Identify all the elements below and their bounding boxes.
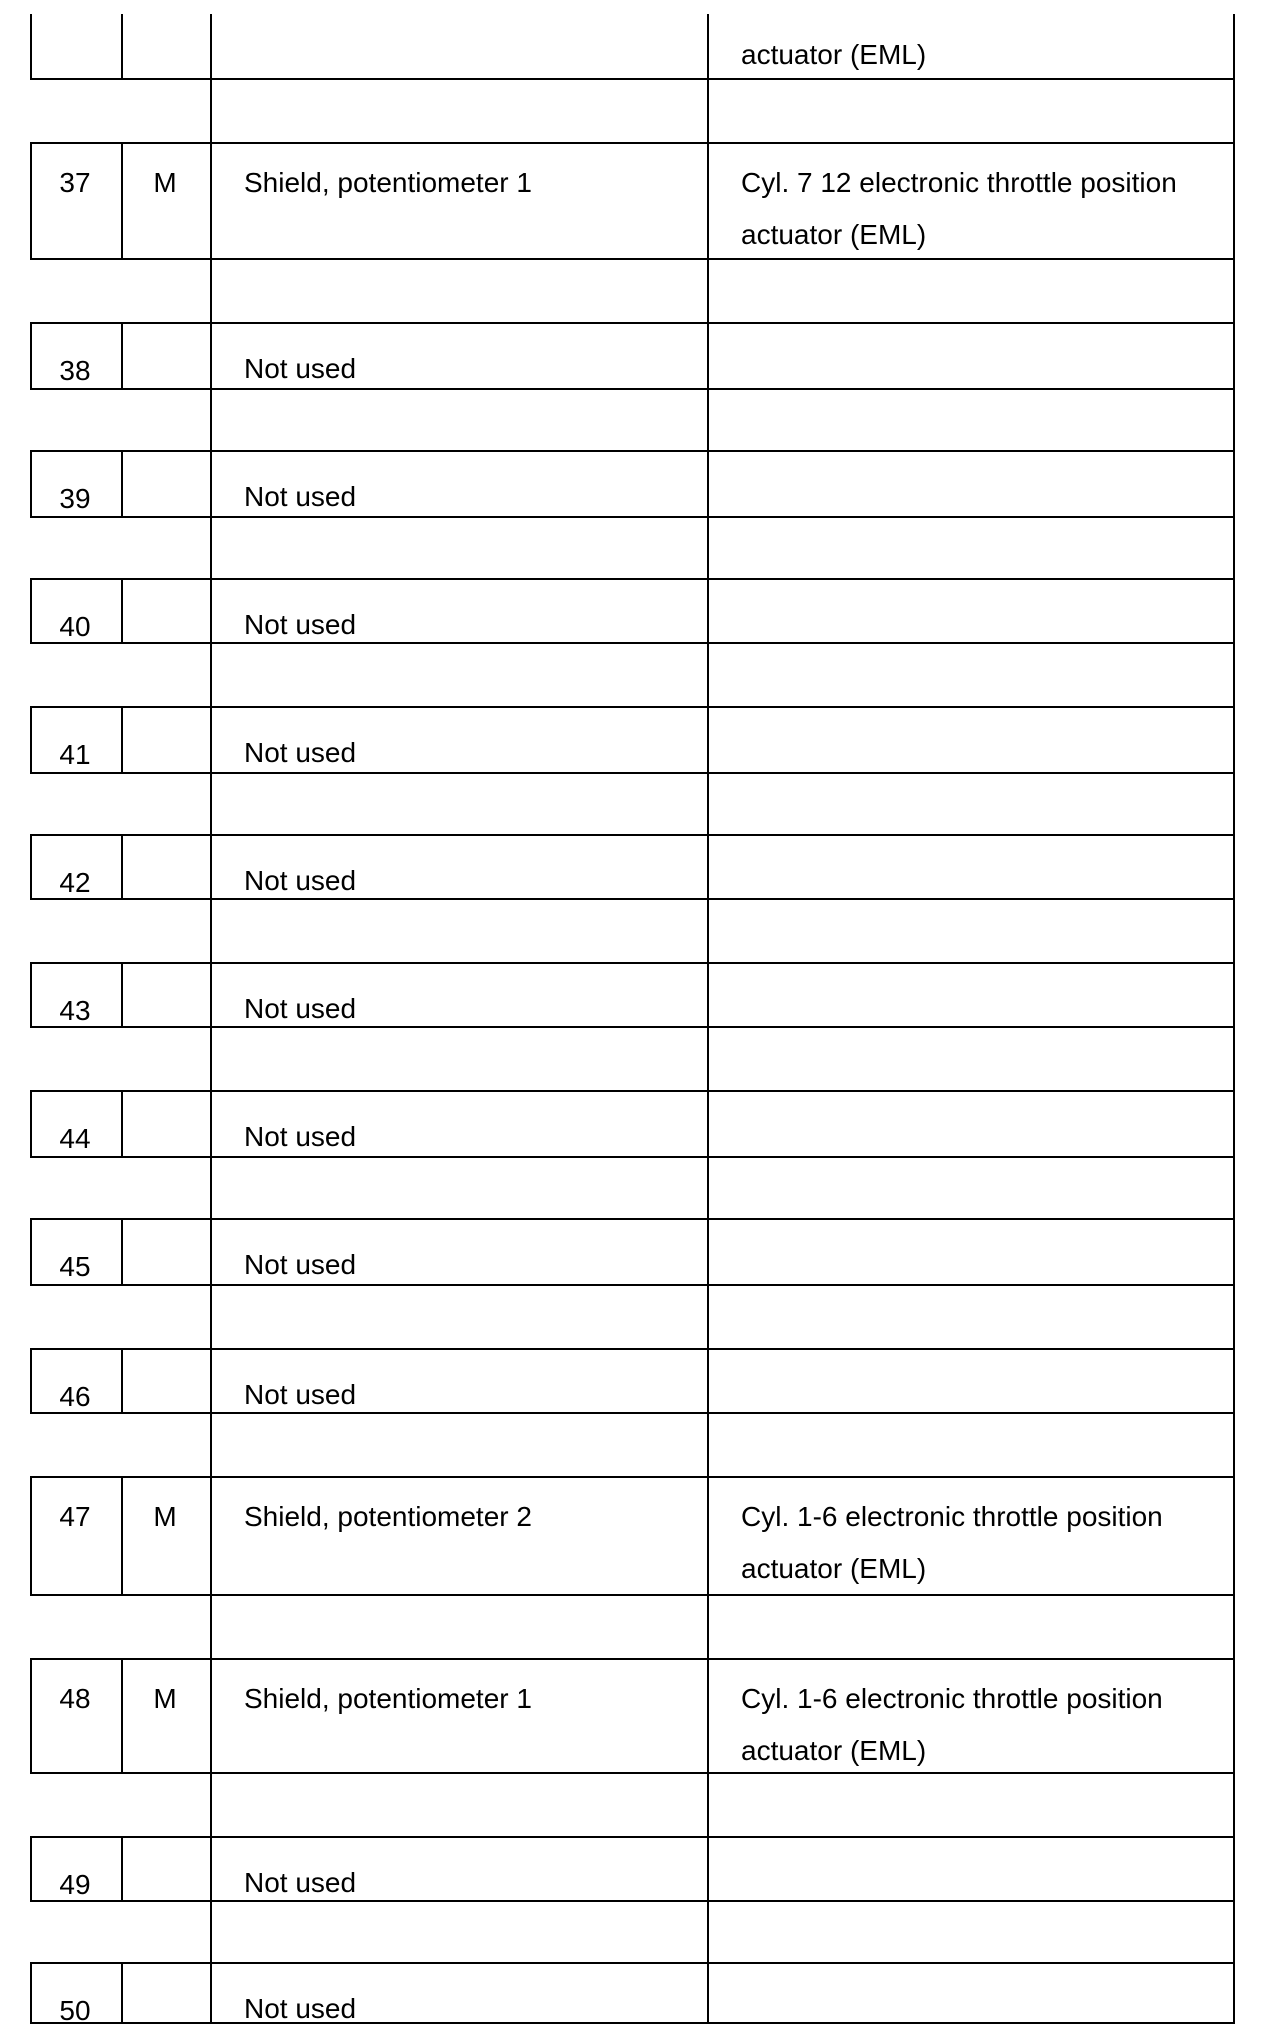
- pin-description: Not used: [244, 481, 357, 512]
- row-top-border: [30, 1348, 1235, 1350]
- pin-number: 38: [59, 355, 91, 386]
- pin-number: 42: [59, 867, 91, 898]
- row-top-border: [30, 1962, 1235, 1964]
- row-top-border: [30, 706, 1235, 708]
- row-bottom-border: [30, 78, 1235, 80]
- pin-number: 40: [59, 611, 91, 642]
- pin-notes-line: Cyl. 7 12 electronic throttle position: [741, 167, 1177, 198]
- pin-number: 41: [59, 739, 91, 770]
- pin-number: 50: [59, 1995, 91, 2026]
- pin-number: 48: [59, 1683, 91, 1714]
- row-bottom-border: [30, 516, 1235, 518]
- row-left-border: [30, 14, 32, 78]
- pin-type-divider: [121, 1348, 123, 1412]
- pin-description: Not used: [244, 1379, 357, 1410]
- signal-type: M: [153, 1683, 177, 1714]
- row-top-border: [30, 962, 1235, 964]
- pin-type-divider: [121, 1476, 123, 1594]
- row-bottom-border: [30, 772, 1235, 774]
- row-bottom-border: [30, 388, 1235, 390]
- pin-notes-line: Cyl. 1-6 electronic throttle position: [741, 1501, 1163, 1532]
- pin-number: 49: [59, 1869, 91, 1900]
- row-bottom-border: [30, 1284, 1235, 1286]
- pin-number: 46: [59, 1381, 91, 1412]
- notes-column-divider: [707, 14, 709, 2022]
- row-top-border: [30, 450, 1235, 452]
- row-top-border: [30, 1836, 1235, 1838]
- row-top-border: [30, 142, 1235, 144]
- pin-description: Not used: [244, 993, 357, 1024]
- pin-notes-line: actuator (EML): [741, 39, 927, 70]
- pin-number: 43: [59, 995, 91, 1026]
- pin-number: 44: [59, 1123, 91, 1154]
- row-bottom-border: [30, 1026, 1235, 1028]
- description-column-divider: [210, 14, 212, 2022]
- pin-description: Not used: [244, 865, 357, 896]
- pin-description: Not used: [244, 1249, 357, 1280]
- pin-number: 39: [59, 483, 91, 514]
- pin-type-divider: [121, 962, 123, 1026]
- row-bottom-border: [30, 1772, 1235, 1774]
- pin-description: Not used: [244, 1993, 357, 2024]
- pin-number: 45: [59, 1251, 91, 1282]
- row-top-border: [30, 1090, 1235, 1092]
- row-bottom-border: [30, 258, 1235, 260]
- pin-notes-line: actuator (EML): [741, 219, 927, 250]
- pin-type-divider: [121, 142, 123, 258]
- pin-type-divider: [121, 706, 123, 772]
- signal-type: M: [153, 1501, 177, 1532]
- pin-type-divider: [121, 1218, 123, 1284]
- pin-description: Shield, potentiometer 2: [244, 1501, 532, 1532]
- pin-description: Not used: [244, 1867, 357, 1898]
- pin-description: Not used: [244, 1121, 357, 1152]
- row-bottom-border: [30, 1900, 1235, 1902]
- pin-type-divider: [121, 834, 123, 898]
- row-bottom-border: [30, 642, 1235, 644]
- row-top-border: [30, 834, 1235, 836]
- pin-type-divider: [121, 578, 123, 642]
- pin-notes-line: actuator (EML): [741, 1735, 927, 1766]
- row-bottom-border: [30, 898, 1235, 900]
- pin-type-divider: [121, 14, 123, 78]
- row-bottom-border: [30, 1156, 1235, 1158]
- row-bottom-border: [30, 2022, 1235, 2024]
- table-right-border: [1233, 14, 1235, 2022]
- signal-type: M: [153, 167, 177, 198]
- row-top-border: [30, 322, 1235, 324]
- pin-description: Not used: [244, 353, 357, 384]
- row-top-border: [30, 1218, 1235, 1220]
- row-top-border: [30, 1476, 1235, 1478]
- pin-type-divider: [121, 322, 123, 388]
- pin-description: Not used: [244, 609, 357, 640]
- row-bottom-border: [30, 1412, 1235, 1414]
- row-left-border: [30, 1476, 32, 1594]
- row-top-border: [30, 578, 1235, 580]
- pin-type-divider: [121, 1962, 123, 2022]
- pin-description: Shield, potentiometer 1: [244, 167, 532, 198]
- row-left-border: [30, 142, 32, 258]
- row-top-border: [30, 1658, 1235, 1660]
- row-bottom-border: [30, 1594, 1235, 1596]
- pin-type-divider: [121, 1090, 123, 1156]
- pin-number: 37: [59, 167, 91, 198]
- pin-notes-line: Cyl. 1-6 electronic throttle position: [741, 1683, 1163, 1714]
- pin-number: 47: [59, 1501, 91, 1532]
- pin-notes-line: actuator (EML): [741, 1553, 927, 1584]
- pin-description: Not used: [244, 737, 357, 768]
- pin-description: Shield, potentiometer 1: [244, 1683, 532, 1714]
- pin-type-divider: [121, 1836, 123, 1900]
- pin-type-divider: [121, 450, 123, 516]
